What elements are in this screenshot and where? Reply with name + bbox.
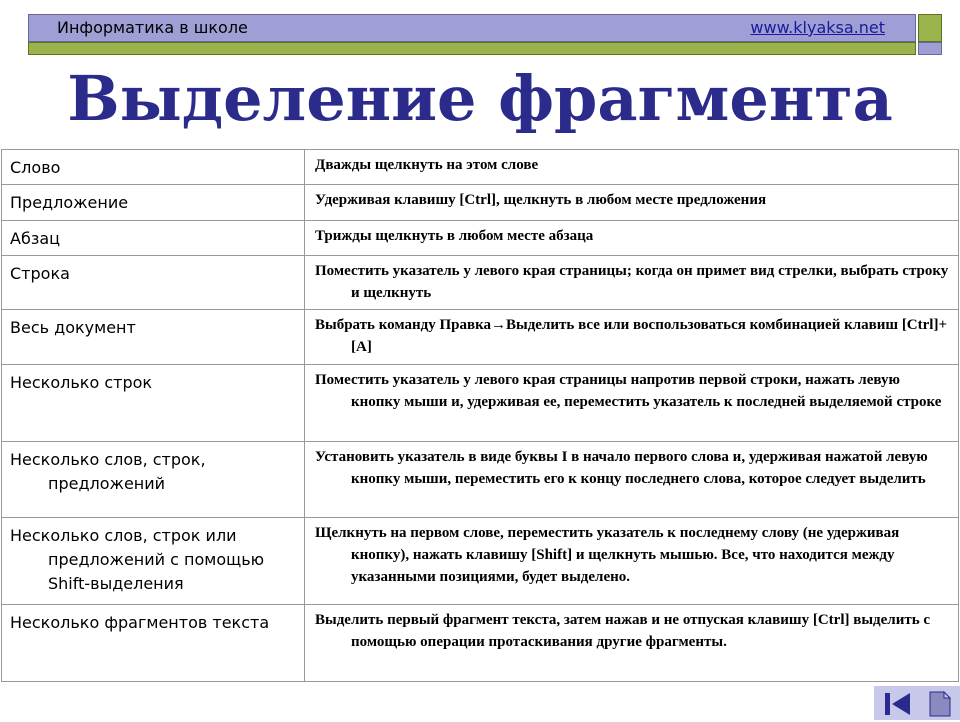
row-term: Предложение (2, 185, 305, 221)
table-row (2, 442, 959, 518)
table-row (2, 310, 959, 365)
accent-corner-square (918, 42, 942, 55)
row-description: Выделить первый фрагмент текста, затем нажав и не отпуская клавишу [Ctrl] выделить с помощью операции протаскивания другие фрагменты. (305, 605, 959, 682)
header-corner-square (918, 14, 942, 42)
header-accent-bar (28, 42, 916, 55)
row-term: Абзац (2, 221, 305, 256)
row-description: Поместить указатель у левого края страницы напротив первой строки, нажать левую кнопку мыши и, удерживая ее, переместить указатель к последней выделяемой строке (305, 365, 959, 442)
document-page-icon[interactable] (924, 690, 956, 718)
row-term: Строка (2, 256, 305, 310)
slide-navigation (874, 686, 960, 720)
row-description: Трижды щелкнуть в любом месте абзаца (305, 221, 959, 256)
site-url-link[interactable]: www.klyaksa.net (750, 18, 885, 37)
row-description: Выбрать команду Правка→Выделить все или воспользоваться комбинацией клавиш [Ctrl]+[A] (305, 310, 959, 365)
table-row (2, 365, 959, 442)
table-row (2, 185, 959, 221)
row-description: Поместить указатель у левого края страницы; когда он примет вид стрелки, выбрать строку и щелкнуть (305, 256, 959, 310)
row-term: Несколько строк (2, 365, 305, 442)
table-row (2, 518, 959, 605)
row-term: Несколько фрагментов текста (2, 605, 305, 682)
skip-to-first-icon[interactable] (882, 690, 914, 718)
selection-methods-table (1, 149, 959, 682)
row-term: Несколько слов, строк, предложений (2, 442, 305, 518)
row-term: Весь документ (2, 310, 305, 365)
row-description: Установить указатель в виде буквы I в начало первого слова и, удерживая нажатой левую кнопку мыши, переместить его к концу последнего слова, которое следует выделить (305, 442, 959, 518)
page-title: Выделение фрагмента (67, 62, 893, 135)
table-row (2, 150, 959, 185)
row-description: Дважды щелкнуть на этом слове (305, 150, 959, 185)
site-header-bar (28, 14, 916, 42)
row-term: Слово (2, 150, 305, 185)
row-description: Щелкнуть на первом слове, переместить указатель к последнему слову (не удерживая кнопку), нажать клавишу [Shift] и щелкнуть мышью. Все, что находится между указанными позициями, будет выделено. (305, 518, 959, 605)
row-description: Удерживая клавишу [Ctrl], щелкнуть в любом месте предложения (305, 185, 959, 221)
table-row (2, 605, 959, 682)
table-row (2, 256, 959, 310)
site-name: Информатика в школе (57, 18, 248, 37)
table-row (2, 221, 959, 256)
row-term: Несколько слов, строк или предложений с помощью Shift-выделения (2, 518, 305, 605)
